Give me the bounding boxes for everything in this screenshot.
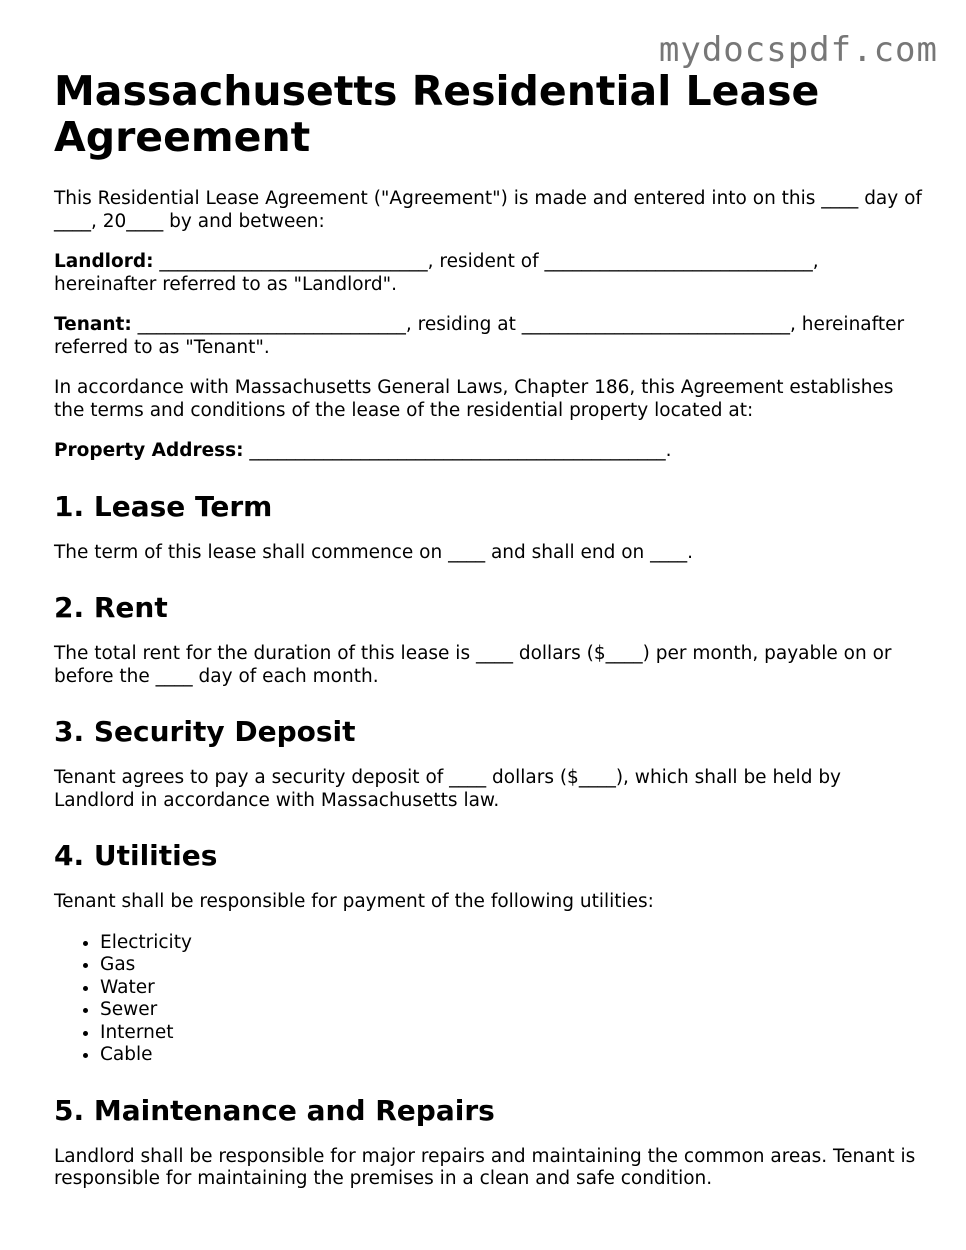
list-item: • Gas — [100, 954, 924, 977]
section-heading: 4. Utilities — [54, 839, 218, 872]
list-item: • Sewer — [100, 999, 924, 1022]
property-address-paragraph — [54, 440, 924, 463]
section-security-deposit — [54, 715, 924, 812]
tenant-paragraph — [54, 314, 924, 359]
tenant-text: _____________________________, residing at _____________________________, hereinafter referred to as "Tenant". — [54, 314, 905, 358]
section-maintenance — [54, 1094, 924, 1191]
section-body: Tenant shall be responsible for payment of the following utilities: — [54, 891, 654, 912]
utilities-list — [54, 932, 924, 1067]
list-item: • Water — [100, 977, 924, 1000]
address-intro-paragraph: In accordance with Massachusetts General Laws, Chapter 186, this Agreement establishes the terms and conditions of the lease of the residential property located at: — [54, 377, 894, 421]
property-address-text: _____________________________________________. — [243, 440, 672, 461]
section-heading: 3. Security Deposit — [54, 715, 356, 748]
property-address-label: Property Address: — [54, 440, 244, 461]
section-heading: 1. Lease Term — [54, 489, 273, 523]
section-heading: 2. Rent — [54, 591, 168, 624]
document-page — [54, 68, 924, 1191]
section-body: The total rent for the duration of this lease is ____ dollars ($____) per month, payable on or before the ____ day of each month. — [54, 643, 892, 687]
watermark: mydocspdf.com — [658, 30, 938, 70]
tenant-label: Tenant: — [54, 314, 132, 335]
list-item: • Cable — [100, 1044, 924, 1067]
document-title: Massachusetts Residential Lease Agreement — [54, 67, 820, 161]
list-item: • Electricity — [100, 932, 924, 955]
intro-paragraph: This Residential Lease Agreement ("Agreement") is made and entered into on this ____ day of ____, 20____ by and between: — [54, 188, 922, 232]
landlord-label: Landlord: — [54, 251, 154, 272]
section-body: Landlord shall be responsible for major repairs and maintaining the common areas. Tenant is responsible for maintaining the premises in a clean and safe condition. — [54, 1145, 916, 1189]
landlord-text: _____________________________, resident of _____________________________, hereinafter referred to as "Landlord". — [54, 251, 819, 295]
landlord-paragraph — [54, 251, 924, 296]
list-item: • Internet — [100, 1022, 924, 1045]
section-body: The term of this lease shall commence on ____ and shall end on ____. — [54, 541, 694, 563]
section-heading: 5. Maintenance and Repairs — [54, 1093, 495, 1127]
section-body: Tenant agrees to pay a security deposit of ____ dollars ($____), which shall be held by Landlord in accordance with Massachusetts law. — [54, 767, 842, 811]
section-rent — [54, 591, 924, 688]
section-utilities — [54, 839, 924, 1067]
section-lease-term — [54, 490, 924, 565]
